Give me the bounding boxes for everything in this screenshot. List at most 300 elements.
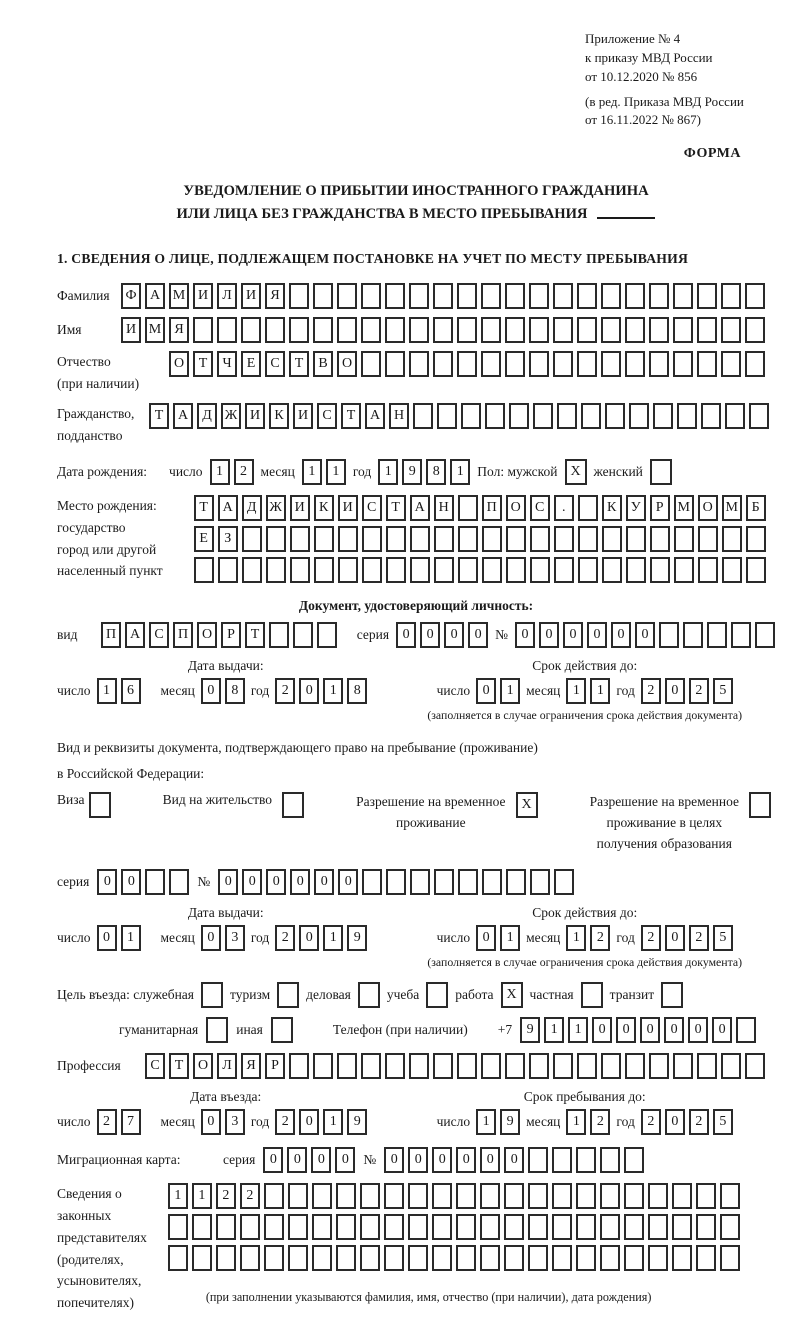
- char-cell[interactable]: [385, 351, 405, 377]
- char-cell[interactable]: [625, 317, 645, 343]
- char-cell[interactable]: [698, 526, 718, 552]
- char-cell[interactable]: [553, 351, 573, 377]
- char-cell[interactable]: 0: [476, 678, 496, 704]
- char-cell[interactable]: [673, 317, 693, 343]
- work-checkbox[interactable]: X: [501, 982, 523, 1008]
- char-cell[interactable]: Д: [242, 495, 262, 521]
- char-cell[interactable]: [624, 1245, 644, 1271]
- char-cell[interactable]: 0: [504, 1147, 524, 1173]
- transit-checkbox[interactable]: [661, 982, 683, 1008]
- char-cell[interactable]: [696, 1183, 716, 1209]
- char-cell[interactable]: 0: [665, 678, 685, 704]
- char-cell[interactable]: [722, 557, 742, 583]
- char-cell[interactable]: 2: [641, 1109, 661, 1135]
- char-cell[interactable]: [725, 403, 745, 429]
- char-cell[interactable]: [266, 526, 286, 552]
- char-cell[interactable]: [696, 1245, 716, 1271]
- char-cell[interactable]: И: [338, 495, 358, 521]
- char-cell[interactable]: 1: [476, 1109, 496, 1135]
- char-cell[interactable]: 1: [566, 678, 586, 704]
- char-cell[interactable]: [362, 869, 382, 895]
- char-cell[interactable]: [409, 283, 429, 309]
- char-cell[interactable]: [216, 1214, 236, 1240]
- char-cell[interactable]: [746, 526, 766, 552]
- char-cell[interactable]: 2: [590, 1109, 610, 1135]
- char-cell[interactable]: [577, 351, 597, 377]
- char-cell[interactable]: 0: [587, 622, 607, 648]
- char-cell[interactable]: 0: [311, 1147, 331, 1173]
- char-cell[interactable]: [576, 1183, 596, 1209]
- char-cell[interactable]: [600, 1147, 620, 1173]
- char-cell[interactable]: [481, 283, 501, 309]
- char-cell[interactable]: [458, 869, 478, 895]
- char-cell[interactable]: [533, 403, 553, 429]
- char-cell[interactable]: 3: [225, 1109, 245, 1135]
- char-cell[interactable]: С: [362, 495, 382, 521]
- char-cell[interactable]: [506, 869, 526, 895]
- char-cell[interactable]: [697, 1053, 717, 1079]
- char-cell[interactable]: [410, 557, 430, 583]
- char-cell[interactable]: 1: [121, 925, 141, 951]
- char-cell[interactable]: [529, 317, 549, 343]
- char-cell[interactable]: [554, 869, 574, 895]
- char-cell[interactable]: 2: [97, 1109, 117, 1135]
- char-cell[interactable]: 1: [168, 1183, 188, 1209]
- char-cell[interactable]: Т: [193, 351, 213, 377]
- char-cell[interactable]: 1: [566, 925, 586, 951]
- char-cell[interactable]: [674, 526, 694, 552]
- char-cell[interactable]: 0: [242, 869, 262, 895]
- temp-residence-edu-checkbox[interactable]: [749, 792, 771, 818]
- char-cell[interactable]: Т: [149, 403, 169, 429]
- char-cell[interactable]: 0: [616, 1017, 636, 1043]
- char-cell[interactable]: [266, 557, 286, 583]
- char-cell[interactable]: [193, 317, 213, 343]
- char-cell[interactable]: [505, 317, 525, 343]
- char-cell[interactable]: 0: [97, 869, 117, 895]
- char-cell[interactable]: [337, 317, 357, 343]
- char-cell[interactable]: 2: [590, 925, 610, 951]
- char-cell[interactable]: [410, 526, 430, 552]
- char-cell[interactable]: 0: [665, 1109, 685, 1135]
- char-cell[interactable]: [626, 526, 646, 552]
- char-cell[interactable]: [553, 283, 573, 309]
- char-cell[interactable]: [696, 1214, 716, 1240]
- char-cell[interactable]: 9: [520, 1017, 540, 1043]
- tourism-checkbox[interactable]: [277, 982, 299, 1008]
- char-cell[interactable]: [629, 403, 649, 429]
- char-cell[interactable]: [336, 1183, 356, 1209]
- other-checkbox[interactable]: [271, 1017, 293, 1043]
- char-cell[interactable]: [288, 1214, 308, 1240]
- char-cell[interactable]: [578, 495, 598, 521]
- char-cell[interactable]: [672, 1214, 692, 1240]
- char-cell[interactable]: .: [554, 495, 574, 521]
- char-cell[interactable]: 0: [664, 1017, 684, 1043]
- char-cell[interactable]: [552, 1147, 572, 1173]
- char-cell[interactable]: [434, 557, 454, 583]
- char-cell[interactable]: [264, 1245, 284, 1271]
- char-cell[interactable]: [745, 1053, 765, 1079]
- char-cell[interactable]: А: [173, 403, 193, 429]
- char-cell[interactable]: [217, 317, 237, 343]
- char-cell[interactable]: [577, 1053, 597, 1079]
- char-cell[interactable]: [601, 1053, 621, 1079]
- char-cell[interactable]: 0: [287, 1147, 307, 1173]
- char-cell[interactable]: [360, 1245, 380, 1271]
- char-cell[interactable]: [626, 557, 646, 583]
- char-cell[interactable]: [290, 526, 310, 552]
- char-cell[interactable]: [648, 1183, 668, 1209]
- char-cell[interactable]: О: [197, 622, 217, 648]
- char-cell[interactable]: Ф: [121, 283, 141, 309]
- char-cell[interactable]: Н: [389, 403, 409, 429]
- char-cell[interactable]: 9: [347, 1109, 367, 1135]
- char-cell[interactable]: Т: [245, 622, 265, 648]
- char-cell[interactable]: [529, 351, 549, 377]
- char-cell[interactable]: В: [313, 351, 333, 377]
- char-cell[interactable]: К: [269, 403, 289, 429]
- char-cell[interactable]: [240, 1214, 260, 1240]
- char-cell[interactable]: [456, 1245, 476, 1271]
- char-cell[interactable]: О: [698, 495, 718, 521]
- char-cell[interactable]: [745, 283, 765, 309]
- char-cell[interactable]: 1: [450, 459, 470, 485]
- char-cell[interactable]: [581, 403, 601, 429]
- char-cell[interactable]: М: [722, 495, 742, 521]
- char-cell[interactable]: Н: [434, 495, 454, 521]
- char-cell[interactable]: С: [145, 1053, 165, 1079]
- char-cell[interactable]: [360, 1183, 380, 1209]
- char-cell[interactable]: [216, 1245, 236, 1271]
- char-cell[interactable]: [578, 526, 598, 552]
- char-cell[interactable]: 0: [539, 622, 559, 648]
- char-cell[interactable]: [674, 557, 694, 583]
- char-cell[interactable]: [506, 557, 526, 583]
- char-cell[interactable]: К: [314, 495, 334, 521]
- char-cell[interactable]: 0: [299, 925, 319, 951]
- char-cell[interactable]: 1: [378, 459, 398, 485]
- char-cell[interactable]: О: [169, 351, 189, 377]
- char-cell[interactable]: [386, 526, 406, 552]
- char-cell[interactable]: [683, 622, 703, 648]
- char-cell[interactable]: [576, 1214, 596, 1240]
- char-cell[interactable]: [434, 869, 454, 895]
- char-cell[interactable]: [722, 526, 742, 552]
- char-cell[interactable]: [384, 1183, 404, 1209]
- char-cell[interactable]: 0: [592, 1017, 612, 1043]
- char-cell[interactable]: [530, 557, 550, 583]
- char-cell[interactable]: [192, 1245, 212, 1271]
- char-cell[interactable]: Е: [194, 526, 214, 552]
- char-cell[interactable]: 2: [275, 925, 295, 951]
- char-cell[interactable]: [482, 557, 502, 583]
- char-cell[interactable]: [242, 526, 262, 552]
- char-cell[interactable]: 5: [713, 925, 733, 951]
- char-cell[interactable]: [218, 557, 238, 583]
- char-cell[interactable]: [457, 317, 477, 343]
- char-cell[interactable]: [361, 1053, 381, 1079]
- char-cell[interactable]: Р: [265, 1053, 285, 1079]
- char-cell[interactable]: [653, 403, 673, 429]
- char-cell[interactable]: 0: [218, 869, 238, 895]
- char-cell[interactable]: [672, 1183, 692, 1209]
- char-cell[interactable]: [312, 1214, 332, 1240]
- char-cell[interactable]: [745, 317, 765, 343]
- char-cell[interactable]: [145, 869, 165, 895]
- char-cell[interactable]: П: [482, 495, 502, 521]
- char-cell[interactable]: Ж: [221, 403, 241, 429]
- char-cell[interactable]: 0: [299, 1109, 319, 1135]
- char-cell[interactable]: [625, 283, 645, 309]
- char-cell[interactable]: Я: [241, 1053, 261, 1079]
- char-cell[interactable]: А: [218, 495, 238, 521]
- char-cell[interactable]: [409, 317, 429, 343]
- char-cell[interactable]: 1: [566, 1109, 586, 1135]
- char-cell[interactable]: 0: [456, 1147, 476, 1173]
- char-cell[interactable]: [482, 526, 502, 552]
- char-cell[interactable]: [313, 317, 333, 343]
- char-cell[interactable]: [721, 283, 741, 309]
- char-cell[interactable]: 1: [326, 459, 346, 485]
- humanitarian-checkbox[interactable]: [206, 1017, 228, 1043]
- char-cell[interactable]: [432, 1183, 452, 1209]
- char-cell[interactable]: 0: [201, 925, 221, 951]
- char-cell[interactable]: [755, 622, 775, 648]
- char-cell[interactable]: И: [193, 283, 213, 309]
- char-cell[interactable]: [624, 1214, 644, 1240]
- char-cell[interactable]: Б: [746, 495, 766, 521]
- char-cell[interactable]: [437, 403, 457, 429]
- char-cell[interactable]: 2: [689, 1109, 709, 1135]
- char-cell[interactable]: [504, 1214, 524, 1240]
- char-cell[interactable]: 0: [201, 678, 221, 704]
- char-cell[interactable]: [433, 283, 453, 309]
- char-cell[interactable]: И: [290, 495, 310, 521]
- char-cell[interactable]: [458, 495, 478, 521]
- char-cell[interactable]: [336, 1214, 356, 1240]
- char-cell[interactable]: 1: [210, 459, 230, 485]
- char-cell[interactable]: [288, 1183, 308, 1209]
- char-cell[interactable]: [736, 1017, 756, 1043]
- char-cell[interactable]: [697, 317, 717, 343]
- char-cell[interactable]: 2: [275, 1109, 295, 1135]
- char-cell[interactable]: 0: [712, 1017, 732, 1043]
- char-cell[interactable]: И: [241, 283, 261, 309]
- study-checkbox[interactable]: [426, 982, 448, 1008]
- char-cell[interactable]: [361, 317, 381, 343]
- char-cell[interactable]: А: [410, 495, 430, 521]
- char-cell[interactable]: [338, 526, 358, 552]
- char-cell[interactable]: [458, 557, 478, 583]
- char-cell[interactable]: [384, 1245, 404, 1271]
- char-cell[interactable]: [457, 351, 477, 377]
- char-cell[interactable]: [504, 1183, 524, 1209]
- char-cell[interactable]: [408, 1214, 428, 1240]
- char-cell[interactable]: Я: [265, 283, 285, 309]
- official-checkbox[interactable]: [201, 982, 223, 1008]
- char-cell[interactable]: 2: [216, 1183, 236, 1209]
- char-cell[interactable]: С: [317, 403, 337, 429]
- char-cell[interactable]: [649, 317, 669, 343]
- char-cell[interactable]: [530, 869, 550, 895]
- char-cell[interactable]: [554, 557, 574, 583]
- char-cell[interactable]: О: [506, 495, 526, 521]
- char-cell[interactable]: [434, 526, 454, 552]
- char-cell[interactable]: 0: [444, 622, 464, 648]
- char-cell[interactable]: [625, 351, 645, 377]
- char-cell[interactable]: [576, 1147, 596, 1173]
- char-cell[interactable]: 0: [476, 925, 496, 951]
- char-cell[interactable]: 0: [263, 1147, 283, 1173]
- male-checkbox[interactable]: X: [565, 459, 587, 485]
- char-cell[interactable]: [433, 1053, 453, 1079]
- char-cell[interactable]: [745, 351, 765, 377]
- char-cell[interactable]: 1: [302, 459, 322, 485]
- char-cell[interactable]: 0: [314, 869, 334, 895]
- char-cell[interactable]: Д: [197, 403, 217, 429]
- char-cell[interactable]: Л: [217, 1053, 237, 1079]
- char-cell[interactable]: [337, 1053, 357, 1079]
- char-cell[interactable]: 0: [97, 925, 117, 951]
- char-cell[interactable]: 1: [500, 925, 520, 951]
- char-cell[interactable]: [506, 526, 526, 552]
- char-cell[interactable]: 0: [266, 869, 286, 895]
- char-cell[interactable]: [600, 1214, 620, 1240]
- char-cell[interactable]: 0: [611, 622, 631, 648]
- char-cell[interactable]: 2: [240, 1183, 260, 1209]
- char-cell[interactable]: [673, 351, 693, 377]
- char-cell[interactable]: [482, 869, 502, 895]
- char-cell[interactable]: [169, 869, 189, 895]
- char-cell[interactable]: Т: [386, 495, 406, 521]
- char-cell[interactable]: 5: [713, 1109, 733, 1135]
- char-cell[interactable]: [720, 1245, 740, 1271]
- char-cell[interactable]: С: [265, 351, 285, 377]
- char-cell[interactable]: [530, 526, 550, 552]
- char-cell[interactable]: А: [125, 622, 145, 648]
- char-cell[interactable]: 0: [335, 1147, 355, 1173]
- char-cell[interactable]: 0: [688, 1017, 708, 1043]
- char-cell[interactable]: [410, 869, 430, 895]
- char-cell[interactable]: 2: [689, 925, 709, 951]
- char-cell[interactable]: 2: [641, 678, 661, 704]
- female-checkbox[interactable]: [650, 459, 672, 485]
- char-cell[interactable]: 1: [568, 1017, 588, 1043]
- char-cell[interactable]: М: [674, 495, 694, 521]
- char-cell[interactable]: [659, 622, 679, 648]
- char-cell[interactable]: М: [169, 283, 189, 309]
- char-cell[interactable]: [384, 1214, 404, 1240]
- char-cell[interactable]: Т: [169, 1053, 189, 1079]
- char-cell[interactable]: [290, 557, 310, 583]
- char-cell[interactable]: 9: [402, 459, 422, 485]
- char-cell[interactable]: [336, 1245, 356, 1271]
- char-cell[interactable]: 0: [201, 1109, 221, 1135]
- char-cell[interactable]: [264, 1214, 284, 1240]
- char-cell[interactable]: [408, 1245, 428, 1271]
- char-cell[interactable]: [605, 403, 625, 429]
- char-cell[interactable]: [385, 1053, 405, 1079]
- char-cell[interactable]: [601, 317, 621, 343]
- char-cell[interactable]: [289, 1053, 309, 1079]
- char-cell[interactable]: [458, 526, 478, 552]
- char-cell[interactable]: 5: [713, 678, 733, 704]
- char-cell[interactable]: З: [218, 526, 238, 552]
- char-cell[interactable]: [600, 1245, 620, 1271]
- char-cell[interactable]: 0: [635, 622, 655, 648]
- char-cell[interactable]: 0: [384, 1147, 404, 1173]
- char-cell[interactable]: [578, 557, 598, 583]
- char-cell[interactable]: [289, 317, 309, 343]
- char-cell[interactable]: [168, 1214, 188, 1240]
- char-cell[interactable]: И: [245, 403, 265, 429]
- char-cell[interactable]: [408, 1183, 428, 1209]
- char-cell[interactable]: [480, 1214, 500, 1240]
- char-cell[interactable]: Л: [217, 283, 237, 309]
- char-cell[interactable]: 8: [225, 678, 245, 704]
- char-cell[interactable]: А: [145, 283, 165, 309]
- char-cell[interactable]: [720, 1183, 740, 1209]
- char-cell[interactable]: [386, 869, 406, 895]
- char-cell[interactable]: [720, 1214, 740, 1240]
- char-cell[interactable]: У: [626, 495, 646, 521]
- char-cell[interactable]: 1: [544, 1017, 564, 1043]
- char-cell[interactable]: 1: [323, 678, 343, 704]
- char-cell[interactable]: [317, 622, 337, 648]
- char-cell[interactable]: [624, 1183, 644, 1209]
- char-cell[interactable]: [312, 1245, 332, 1271]
- char-cell[interactable]: [577, 283, 597, 309]
- char-cell[interactable]: И: [121, 317, 141, 343]
- char-cell[interactable]: [409, 351, 429, 377]
- char-cell[interactable]: [625, 1053, 645, 1079]
- char-cell[interactable]: [701, 403, 721, 429]
- char-cell[interactable]: [457, 1053, 477, 1079]
- char-cell[interactable]: И: [293, 403, 313, 429]
- char-cell[interactable]: [338, 557, 358, 583]
- char-cell[interactable]: [480, 1245, 500, 1271]
- char-cell[interactable]: [552, 1245, 572, 1271]
- char-cell[interactable]: [481, 317, 501, 343]
- char-cell[interactable]: [602, 557, 622, 583]
- char-cell[interactable]: П: [101, 622, 121, 648]
- char-cell[interactable]: 0: [408, 1147, 428, 1173]
- char-cell[interactable]: [242, 557, 262, 583]
- char-cell[interactable]: [707, 622, 727, 648]
- char-cell[interactable]: [505, 283, 525, 309]
- char-cell[interactable]: [749, 403, 769, 429]
- char-cell[interactable]: 0: [299, 678, 319, 704]
- char-cell[interactable]: [553, 1053, 573, 1079]
- char-cell[interactable]: [577, 317, 597, 343]
- residence-permit-checkbox[interactable]: [282, 792, 304, 818]
- char-cell[interactable]: 0: [432, 1147, 452, 1173]
- char-cell[interactable]: [461, 403, 481, 429]
- char-cell[interactable]: [432, 1214, 452, 1240]
- char-cell[interactable]: Р: [221, 622, 241, 648]
- char-cell[interactable]: [505, 351, 525, 377]
- char-cell[interactable]: [485, 403, 505, 429]
- char-cell[interactable]: [385, 317, 405, 343]
- char-cell[interactable]: 9: [500, 1109, 520, 1135]
- char-cell[interactable]: [456, 1183, 476, 1209]
- char-cell[interactable]: [240, 1245, 260, 1271]
- char-cell[interactable]: [529, 283, 549, 309]
- char-cell[interactable]: [481, 351, 501, 377]
- temp-residence-checkbox[interactable]: X: [516, 792, 538, 818]
- char-cell[interactable]: [168, 1245, 188, 1271]
